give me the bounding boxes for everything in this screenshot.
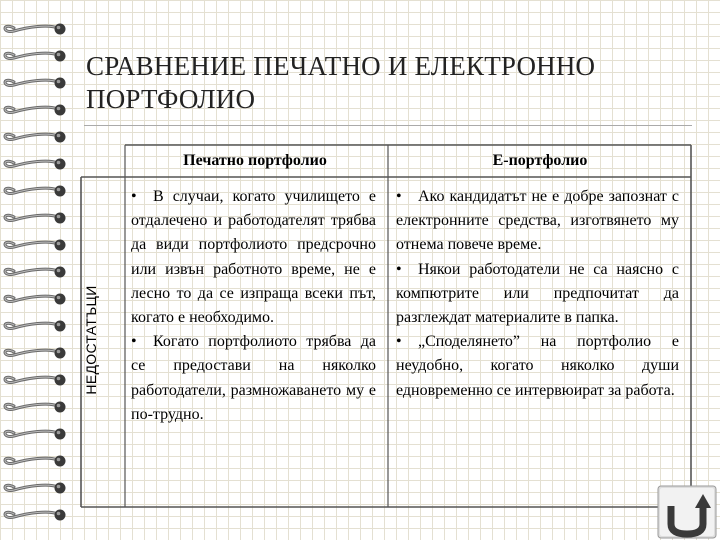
column-header-print: Печатно портфолио [183,151,327,169]
bullet-icon: • [131,333,137,351]
row-label-disadvantages: НЕДОСТАТЪЦИ [83,285,99,395]
column-header-e: Е-портфолио [492,151,588,169]
list-item: • В случаи, когато училището е отдалечено и работодателят трябва да види портфолиото предсрочно или извън работното време, не е лесно то да се изпраща всеки път, когато е необходимо. [131,185,376,330]
back-button[interactable] [654,484,718,540]
list-item: • Ако кандидатът не е добре запознат с електронните средства, изготвянето му отнема повече време. [396,185,679,258]
bullet-icon: • [396,333,402,351]
list-item: • Някои работодатели не са наясно с компютрите или предпочитат да разглеждат материалите в папка. [396,258,679,331]
print-portfolio-cell [131,185,376,427]
bullet-icon: • [131,188,137,205]
list-item: • Когато портфолиото трябва да се предостави на няколко работодатели, размножаването му е по-трудно. [131,330,376,427]
list-item: • „Споделянето” на портфолио е неудобно, когато няколко души едновременно се интервюират за работа. [396,330,679,403]
e-portfolio-cell [396,185,679,403]
slide-title: СРАВНЕНИЕ ПЕЧАТНО И ЕЛЕКТРОННО ПОРТФОЛИО [86,51,596,114]
title-divider [84,125,692,126]
spiral-binding-icon [0,0,72,540]
bullet-icon: • [396,188,402,205]
bullet-icon: • [396,260,402,278]
